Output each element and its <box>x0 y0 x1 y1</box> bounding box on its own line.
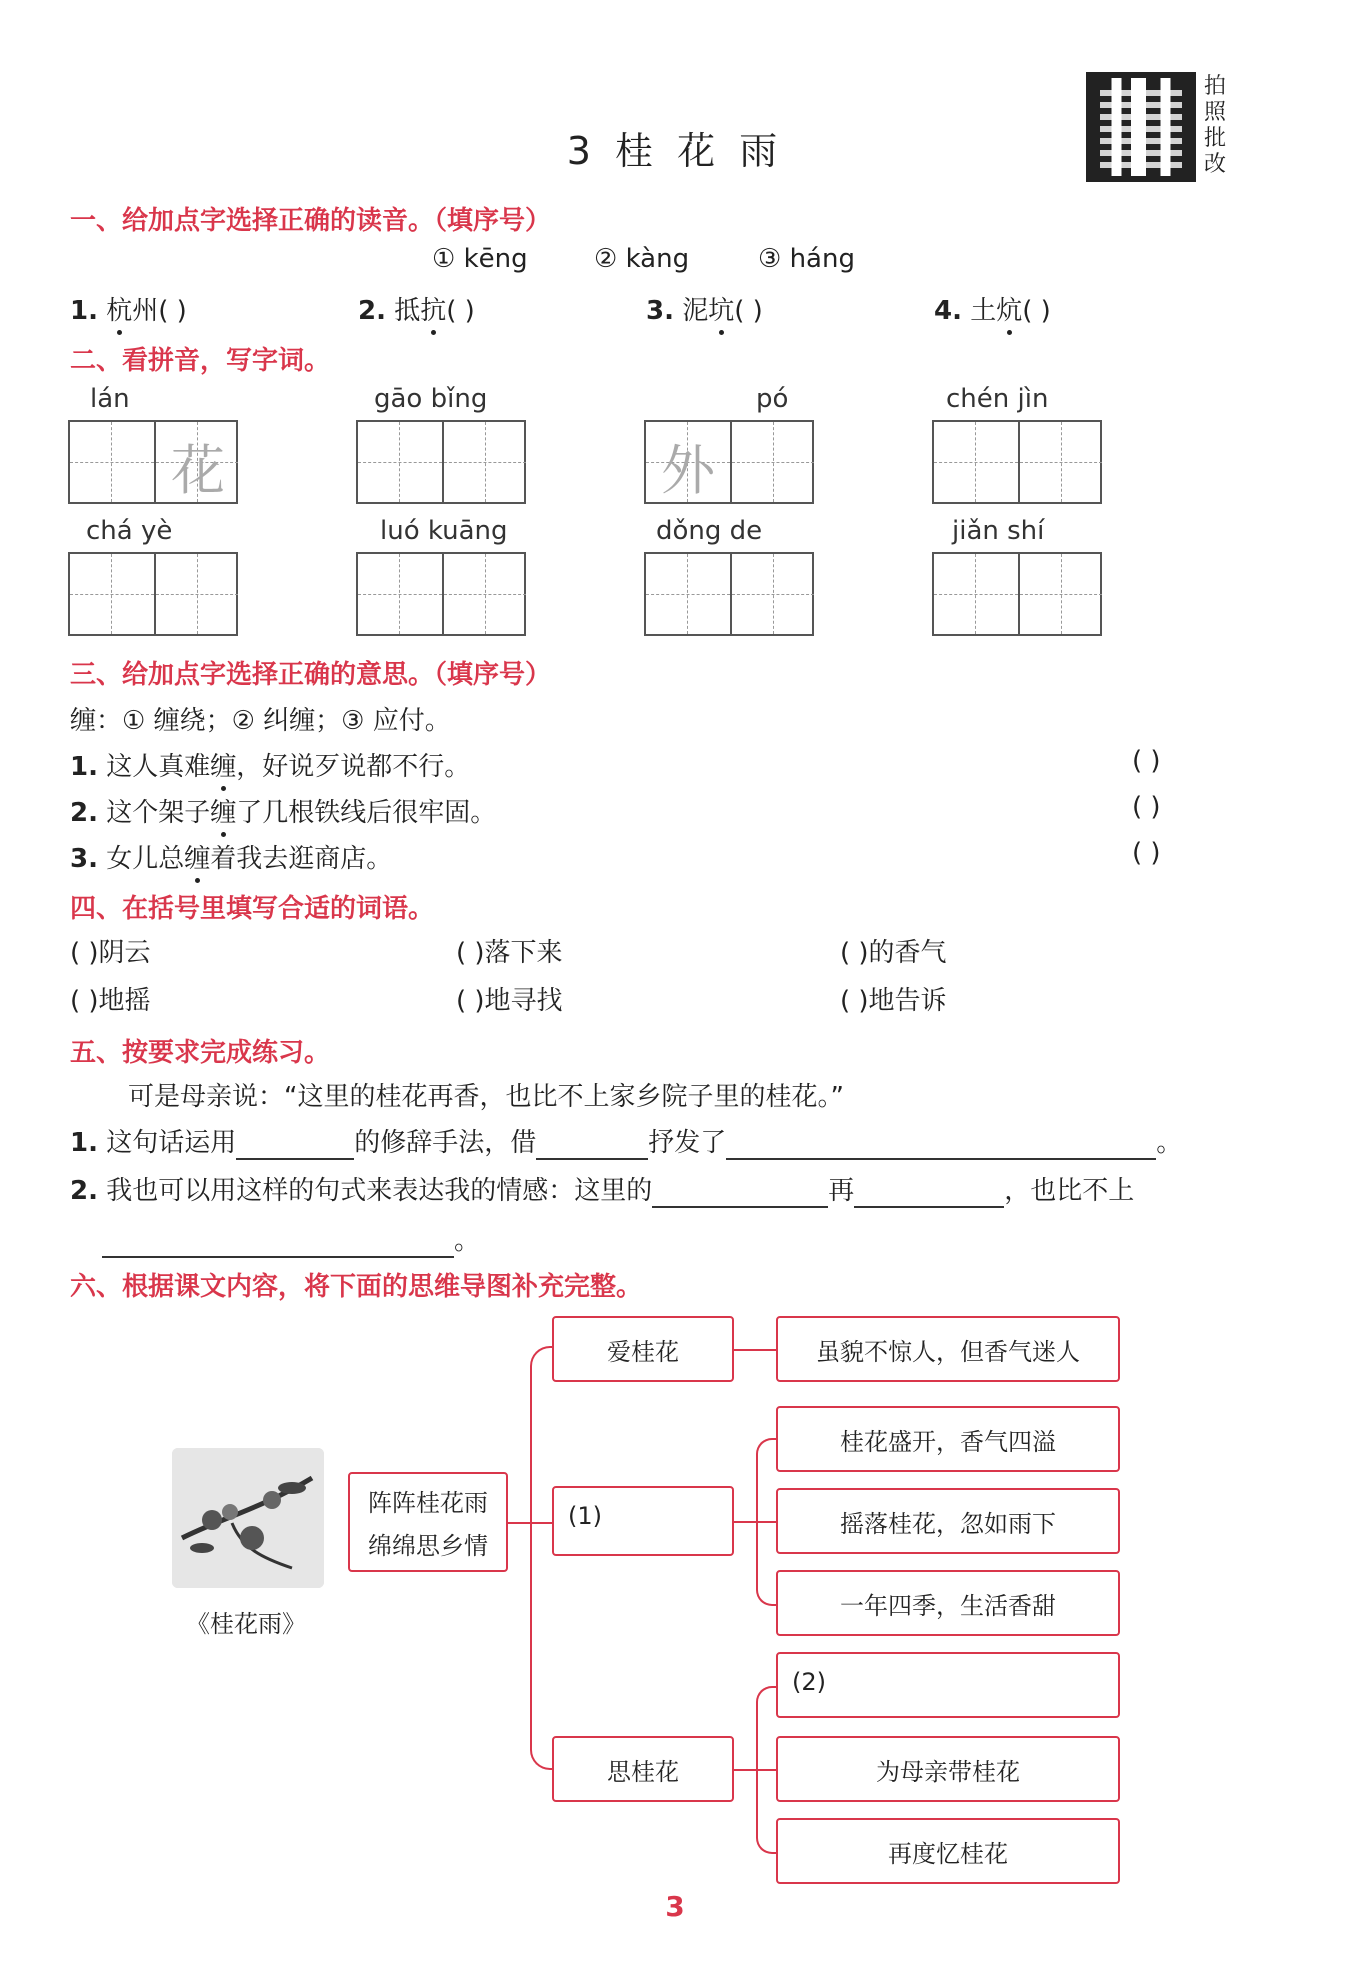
definition: 缠：① 缠绕；② 纠缠；③ 应付。 <box>70 706 451 736</box>
option-2: ② kàng <box>594 244 690 274</box>
answer-blank[interactable]: ( ) <box>1132 746 1161 776</box>
fill-blank[interactable]: ( )地寻找 <box>456 986 563 1016</box>
quote: 可是母亲说：“这里的桂花再香，也比不上家乡院子里的桂花。” <box>128 1082 844 1112</box>
leaf-node: 为母亲带桂花 <box>776 1736 1120 1802</box>
blank-line[interactable] <box>536 1128 648 1160</box>
s3-item: 2. 这个架子缠了几根铁线后很牢固。 <box>70 792 496 829</box>
s1-item: 3. 泥坑( ) <box>646 290 763 327</box>
qr-caption: 拍照批改 <box>1204 74 1227 177</box>
s1-item: 4. 土炕( ) <box>934 290 1051 327</box>
blank-line[interactable] <box>236 1128 354 1160</box>
writing-grid[interactable] <box>356 420 526 504</box>
pinyin: pó <box>756 384 789 414</box>
leaf-node: 虽貌不惊人，但香气迷人 <box>776 1316 1120 1382</box>
fill-blank[interactable]: ( )的香气 <box>840 938 947 968</box>
option-1: ① kēng <box>432 244 528 274</box>
qr-code[interactable] <box>1086 72 1196 182</box>
blank-line[interactable] <box>726 1128 1156 1160</box>
q2-cont: 。 <box>102 1220 480 1258</box>
option-3: ③ háng <box>758 244 855 274</box>
leaf-node: 摇落桂花，忽如雨下 <box>776 1488 1120 1554</box>
center-node: 阵阵桂花雨 绵绵思乡情 <box>348 1472 508 1572</box>
connector <box>756 1521 776 1523</box>
connector <box>530 1522 552 1524</box>
leaf-node-blank[interactable]: (2) <box>776 1652 1120 1718</box>
pinyin: gāo bǐng <box>374 384 488 414</box>
writing-grid[interactable] <box>644 552 814 636</box>
fill-blank[interactable]: ( )地摇 <box>70 986 151 1016</box>
section6-heading: 六、根据课文内容，将下面的思维导图补充完整。 <box>70 1272 643 1302</box>
section4-heading: 四、在括号里填写合适的词语。 <box>70 894 435 924</box>
mid-node-blank[interactable]: (1) <box>552 1486 734 1556</box>
section2-heading: 二、看拼音，写字词。 <box>70 346 331 376</box>
page-number: 3 <box>665 1890 685 1923</box>
mid-node: 爱桂花 <box>552 1316 734 1382</box>
connector <box>734 1349 776 1351</box>
pinyin: lán <box>90 384 130 414</box>
writing-grid[interactable] <box>932 552 1102 636</box>
connector <box>734 1769 756 1771</box>
osmanthus-image <box>172 1448 324 1588</box>
writing-grid[interactable] <box>932 420 1102 504</box>
image-caption: 《桂花雨》 <box>186 1610 306 1638</box>
page-title: 3 桂 花 雨 <box>566 129 784 173</box>
pinyin: chá yè <box>86 516 173 546</box>
blank-line[interactable] <box>102 1226 454 1258</box>
answer-blank[interactable]: ( ) <box>1132 838 1161 868</box>
section1-heading: 一、给加点字选择正确的读音。（填序号） <box>70 206 552 236</box>
mid-node: 思桂花 <box>552 1736 734 1802</box>
writing-grid[interactable] <box>68 552 238 636</box>
blank-line[interactable] <box>652 1176 828 1208</box>
leaf-node: 一年四季，生活香甜 <box>776 1570 1120 1636</box>
pinyin: luó kuāng <box>380 516 508 546</box>
blank-line[interactable] <box>854 1176 1004 1208</box>
s3-item: 1. 这人真难缠，好说歹说都不行。 <box>70 746 470 783</box>
s1-item: 1. 杭州( ) <box>70 290 187 327</box>
answer-blank[interactable]: ( ) <box>1132 792 1161 822</box>
writing-grid[interactable] <box>68 420 238 504</box>
fill-blank[interactable]: ( )阴云 <box>70 938 151 968</box>
connector <box>508 1522 530 1524</box>
section3-heading: 三、给加点字选择正确的意思。（填序号） <box>70 660 552 690</box>
fill-blank[interactable]: ( )地告诉 <box>840 986 947 1016</box>
ghost-char: 外 <box>661 439 715 502</box>
writing-grid[interactable] <box>356 552 526 636</box>
pinyin: chén jìn <box>946 384 1049 414</box>
connector <box>530 1346 554 1770</box>
writing-grid[interactable] <box>644 420 814 504</box>
q2: 2. 我也可以用这样的句式来表达我的情感：这里的 再 ，也比不上 <box>70 1176 1135 1206</box>
s3-item: 3. 女儿总缠着我去逛商店。 <box>70 838 392 875</box>
s1-item: 2. 抵抗( ) <box>358 290 475 327</box>
connector <box>734 1521 756 1523</box>
q1: 1. 这句话运用 的修辞手法，借 抒发了 。 <box>70 1128 1183 1158</box>
ghost-char: 花 <box>171 439 225 502</box>
leaf-node: 再度忆桂花 <box>776 1818 1120 1884</box>
section5-heading: 五、按要求完成练习。 <box>70 1038 331 1068</box>
pinyin: dǒng de <box>656 516 763 546</box>
fill-blank[interactable]: ( )落下来 <box>456 938 563 968</box>
pinyin: jiǎn shí <box>952 516 1045 546</box>
leaf-node: 桂花盛开，香气四溢 <box>776 1406 1120 1472</box>
connector <box>756 1769 776 1771</box>
